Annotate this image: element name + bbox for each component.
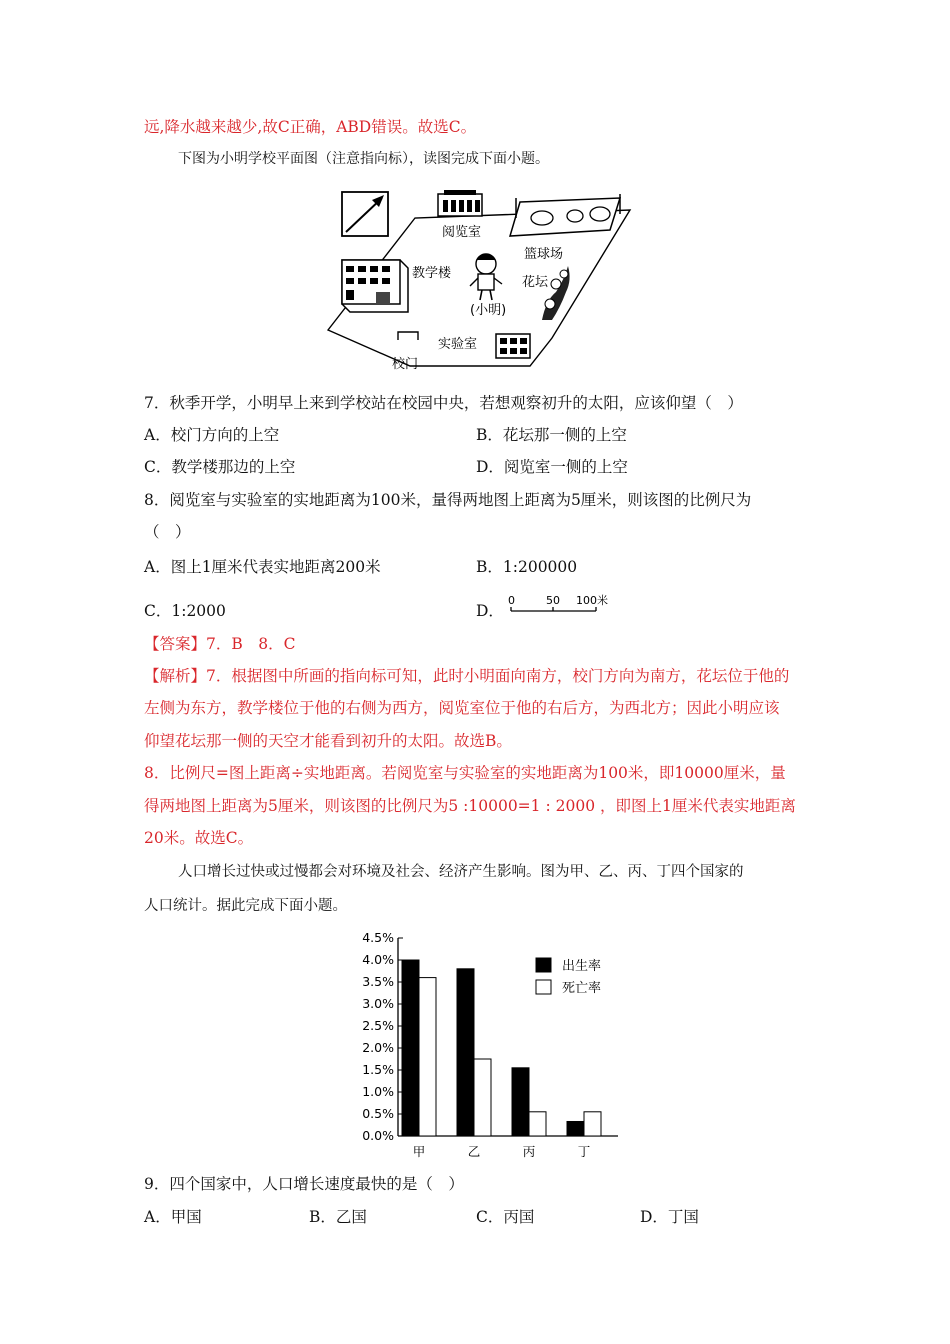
q8-stem: 8．阅览室与实验室的实地距离为100米，量得两地图上距离为5厘米，则该图的比例尺为 (144, 491, 752, 509)
bar-birth-0 (402, 960, 419, 1136)
analysis-line-6: 20米。故选C。 (144, 829, 254, 847)
y-tick-label: 1.5% (362, 1062, 394, 1077)
bar-birth-2 (512, 1068, 529, 1136)
y-tick-label: 2.5% (362, 1018, 394, 1033)
scale-label-0: 0 (508, 594, 515, 607)
q7-option-d: D．阅览室一侧的上空 (476, 458, 628, 476)
reading-room-icon (438, 190, 482, 216)
q9-stem: 9．四个国家中，人口增长速度最快的是（ ） (144, 1175, 464, 1193)
y-tick-label: 2.0% (362, 1040, 394, 1055)
answer-line: 【答案】7．B 8．C (144, 635, 296, 653)
y-tick-label: 4.5% (362, 930, 394, 945)
bar-death-0 (419, 978, 436, 1136)
y-tick-label: 0.0% (362, 1128, 394, 1143)
legend-label-0: 出生率 (562, 959, 602, 974)
scale-label-50: 50 (546, 594, 560, 607)
y-tick-label: 4.0% (362, 952, 394, 967)
map-label-basketball: 篮球场 (524, 247, 564, 262)
bar-death-2 (529, 1112, 546, 1136)
analysis-line-1: 【解析】7．根据图中所画的指向标可知，此时小明面向南方，校门方向为南方，花坛位于他的 (144, 667, 790, 685)
legend-swatch-1 (536, 980, 551, 994)
analysis-line-5: 得两地图上距离为5厘米，则该图的比例尺为5 :10000=1 : 2000 ，即图上1厘米代表实地距离 (144, 797, 796, 815)
map-label-reading-room: 阅览室 (442, 225, 482, 240)
q7-option-c: C．教学楼那边的上空 (144, 458, 296, 476)
q8-option-d: D． (476, 602, 504, 620)
q7-option-b: B．花坛那一侧的上空 (476, 426, 627, 444)
analysis-line-4: 8．比例尺=图上距离÷实地距离。若阅览室与实验室的实地距离为100米，即10000厘米，量 (144, 764, 786, 782)
teaching-building-icon (342, 260, 408, 312)
q7-option-a: A．校门方向的上空 (144, 426, 280, 444)
map-label-lab: 实验室 (438, 337, 478, 352)
y-tick-label: 0.5% (362, 1106, 394, 1121)
bar-death-3 (584, 1112, 601, 1136)
x-tick-label: 乙 (467, 1144, 481, 1159)
bar-death-1 (474, 1059, 491, 1136)
map-label-teaching: 教学楼 (412, 266, 452, 281)
bar-birth-1 (457, 969, 474, 1136)
x-tick-label: 丙 (522, 1144, 536, 1159)
population-bar-chart (340, 926, 630, 1166)
q9-option-b: B．乙国 (309, 1208, 367, 1226)
x-tick-label: 甲 (412, 1144, 426, 1159)
q8-option-b: B．1:200000 (476, 558, 578, 576)
pop-intro-line-2: 人口统计。据此完成下面小题。 (144, 898, 347, 914)
legend-swatch-0 (536, 958, 551, 972)
y-tick-label: 3.5% (362, 974, 394, 989)
legend-label-1: 死亡率 (562, 981, 602, 996)
q8-option-c: C．1:2000 (144, 602, 226, 620)
pop-intro-line-1: 人口增长过快或过慢都会对环境及社会、经济产生影响。图为甲、乙、丙、丁四个国家的 (178, 864, 744, 880)
q9-option-c: C．丙国 (476, 1208, 535, 1226)
q9-option-a: A．甲国 (144, 1208, 202, 1226)
q9-option-d: D．丁国 (640, 1208, 699, 1226)
bar-birth-3 (567, 1121, 584, 1136)
school-map-figure (320, 180, 652, 376)
q7-stem: 7．秋季开学，小明早上来到学校站在校园中央，若想观察初升的太阳，应该仰望（ ） (144, 394, 743, 412)
analysis-line-2: 左侧为东方，教学楼位于他的右侧为西方，阅览室位于他的右后方，为西北方；因此小明应该 (144, 699, 780, 717)
prev-answer-tail: 远,降水越来越少,故C正确，ABD错误。故选C。 (144, 118, 477, 136)
map-label-xiaoming: (小明) (470, 303, 507, 318)
q7-intro: 下图为小明学校平面图（注意指向标），读图完成下面小题。 (178, 151, 549, 167)
x-tick-label: 丁 (577, 1144, 591, 1159)
scale-bar-figure (504, 592, 614, 618)
scale-label-100: 100米 (576, 594, 608, 607)
analysis-line-3: 仰望花坛那一侧的天空才能看到初升的太阳。故选B。 (144, 732, 512, 750)
y-tick-label: 1.0% (362, 1084, 394, 1099)
map-label-gate: 校门 (392, 357, 419, 372)
map-label-garden: 花坛 (522, 275, 549, 290)
q8-paren: （ ） (144, 523, 191, 541)
lab-building-icon (496, 334, 530, 358)
q8-option-a: A．图上1厘米代表实地距离200米 (144, 558, 381, 576)
y-tick-label: 3.0% (362, 996, 394, 1011)
